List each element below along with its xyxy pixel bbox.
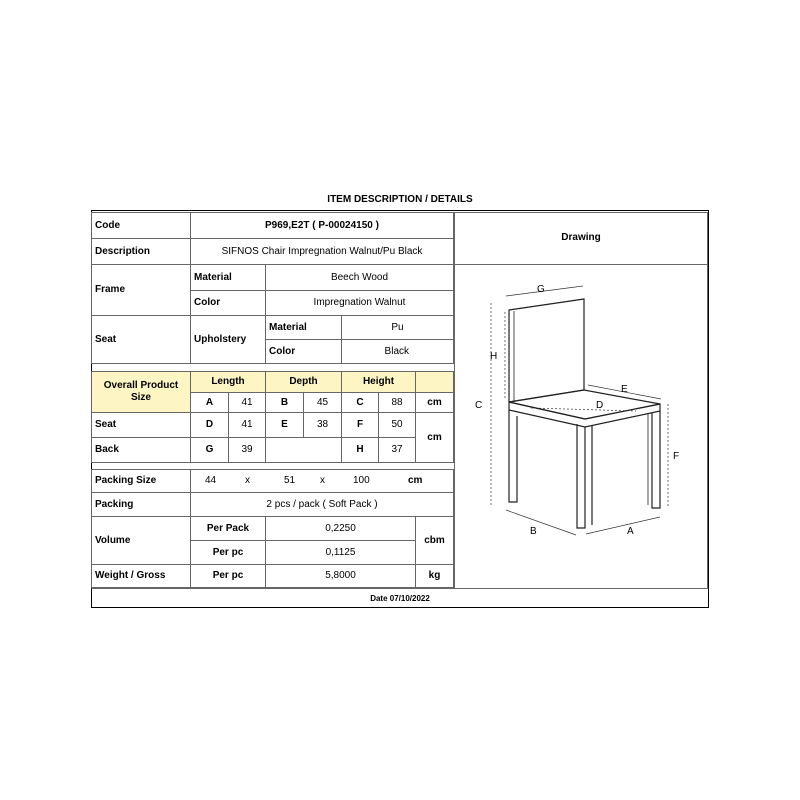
seat-material-value: Pu <box>341 315 454 340</box>
volume-label: Volume <box>91 516 191 565</box>
volume-unit: cbm <box>415 516 454 565</box>
seat-dims-label: Seat <box>91 412 191 438</box>
length-header: Length <box>190 371 266 393</box>
packing-value: 2 pcs / pack ( Soft Pack ) <box>190 492 454 517</box>
per-pack-value: 0,2250 <box>265 516 416 541</box>
date-text: Date 07/10/2022 <box>370 594 430 603</box>
packing-size-row <box>190 469 454 493</box>
packing-size-label: Packing Size <box>91 469 191 493</box>
packing-x1: x <box>245 475 250 486</box>
letter-c: C <box>475 400 483 411</box>
frame-color-label: Color <box>190 290 266 316</box>
dim-b-label: B <box>265 392 304 413</box>
weight-value: 5,8000 <box>265 564 416 588</box>
overall-unit: cm <box>415 392 454 413</box>
seat-color-label: Color <box>265 339 342 364</box>
weight-label: Weight / Gross <box>91 564 191 588</box>
frame-material-label: Material <box>190 264 266 291</box>
letter-h: H <box>490 351 498 362</box>
description-value: SIFNOS Chair Impregnation Walnut/Pu Black <box>190 238 454 265</box>
dim-e-label: E <box>265 412 304 438</box>
seat-back-unit: cm <box>415 412 454 463</box>
depth-header: Depth <box>265 371 342 393</box>
frame-label: Frame <box>91 264 191 316</box>
overall-size-label: Overall Product Size <box>91 371 191 413</box>
letter-b: B <box>530 526 537 537</box>
dim-d-label: D <box>190 412 229 438</box>
seat-label: Seat <box>91 315 191 364</box>
volume-per-pc-value: 0,1125 <box>265 540 416 565</box>
letter-e: E <box>621 384 628 395</box>
drawing-label: Drawing <box>561 232 601 243</box>
header-unit-spacer <box>415 371 454 393</box>
packing-width: 51 <box>284 475 296 486</box>
packing-length: 44 <box>205 475 217 486</box>
dim-c-label: C <box>341 392 379 413</box>
upholstery-label: Upholstery <box>190 315 266 364</box>
seat-color-value: Black <box>341 339 454 364</box>
dim-c-value: 88 <box>378 392 416 413</box>
packing-unit: cm <box>408 475 423 486</box>
dim-e-value: 38 <box>303 412 342 438</box>
back-depth-empty <box>265 437 342 463</box>
description-label: Description <box>91 238 191 265</box>
dim-a-value: 41 <box>228 392 266 413</box>
chair-backrest-shape <box>509 299 584 402</box>
code-value: P969,E2T ( P-00024150 ) <box>190 212 454 239</box>
frame-color-value: Impregnation Walnut <box>265 290 454 316</box>
letter-g: G <box>537 284 545 295</box>
letter-f: F <box>673 451 680 462</box>
weight-unit: kg <box>415 564 454 588</box>
frame-material-value: Beech Wood <box>265 264 454 291</box>
dim-h-value: 37 <box>378 437 416 463</box>
letter-a: A <box>627 526 634 537</box>
dim-h-label: H <box>341 437 379 463</box>
dim-b-value: 45 <box>303 392 342 413</box>
chair-drawing <box>455 212 707 588</box>
dim-d-value: 41 <box>228 412 266 438</box>
dim-g-label: G <box>190 437 229 463</box>
dim-f-label: F <box>341 412 379 438</box>
packing-x2: x <box>320 475 325 486</box>
back-dims-label: Back <box>91 437 191 463</box>
dim-a-label: A <box>190 392 229 413</box>
weight-per-pc-label: Per pc <box>190 564 266 588</box>
volume-per-pc-label: Per pc <box>190 540 266 565</box>
dim-f-value: 50 <box>378 412 416 438</box>
dim-g-value: 39 <box>228 437 266 463</box>
packing-height: 100 <box>353 475 370 486</box>
seat-material-label: Material <box>265 315 342 340</box>
height-header: Height <box>341 371 416 393</box>
code-label: Code <box>91 212 191 239</box>
document-title: ITEM DESCRIPTION / DETAILS <box>327 194 473 205</box>
per-pack-label: Per Pack <box>190 516 266 541</box>
letter-d: D <box>596 400 604 411</box>
packing-label: Packing <box>91 492 191 517</box>
